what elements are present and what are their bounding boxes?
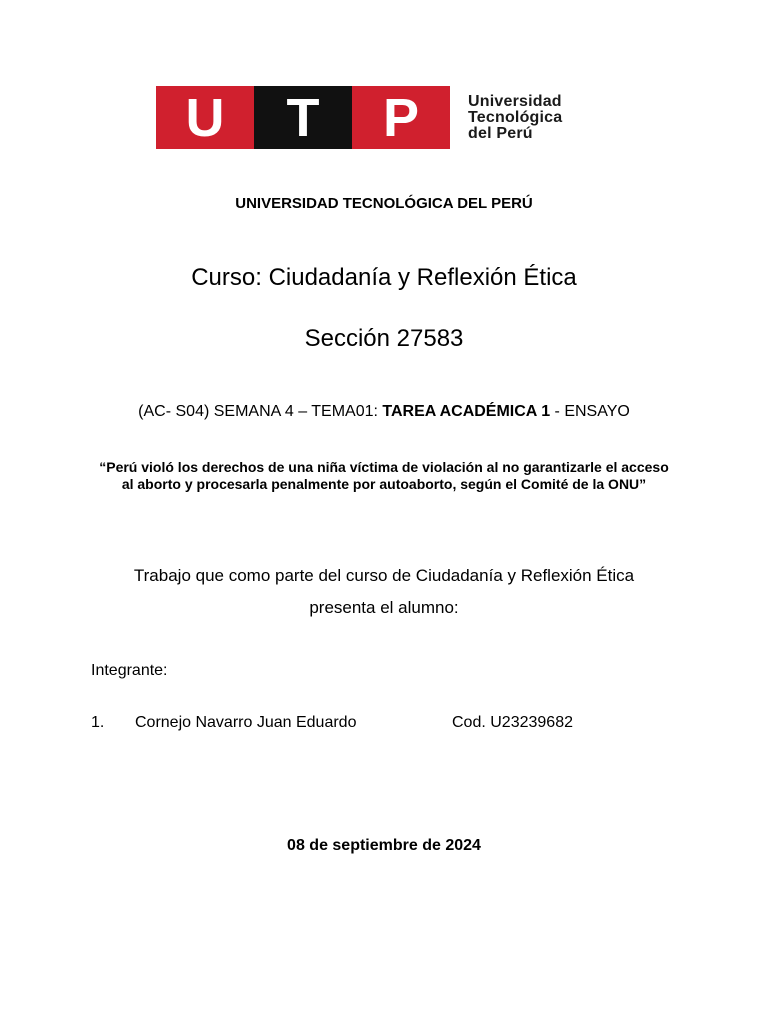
assignment-line — [0, 403, 768, 421]
members-label: Integrante: — [91, 662, 168, 679]
logo-letter-t: T — [254, 86, 352, 149]
member-code: Cod. U23239682 — [452, 714, 573, 731]
presentation-line-2: presenta el alumno: — [309, 598, 459, 617]
course-title: Curso: Ciudadanía y Reflexión Ética — [191, 264, 577, 291]
logo-letter-p: P — [352, 86, 450, 149]
utp-logo — [156, 86, 562, 149]
presentation-line-1: Trabajo que como parte del curso de Ciudadanía y Reflexión Ética — [133, 566, 635, 585]
member-name: Cornejo Navarro Juan Eduardo — [135, 714, 357, 731]
assignment-bold: TAREA ACADÉMICA 1 — [382, 403, 551, 420]
assignment-suffix: - ENSAYO — [550, 403, 630, 420]
logo-line-1: Universidad — [468, 92, 562, 110]
presentation-text — [0, 560, 768, 624]
section-number: Sección 27583 — [304, 325, 464, 352]
submission-date: 08 de septiembre de 2024 — [287, 837, 481, 854]
logo-wordmark — [468, 94, 562, 142]
logo-letter-u: U — [156, 86, 254, 149]
assignment-prefix: (AC- S04) SEMANA 4 – TEMA01: — [138, 403, 383, 420]
logo-line-2: Tecnológica — [468, 108, 563, 126]
essay-title: “Perú violó los derechos de una niña víctima de violación al no garantizarle el acceso al aborto y procesarla penalmente por autoaborto, según el Comité de la ONU” — [99, 459, 669, 492]
logo-line-3: del Perú — [468, 124, 533, 142]
member-number: 1. — [91, 714, 105, 731]
university-heading: UNIVERSIDAD TECNOLÓGICA DEL PERÚ — [235, 195, 533, 212]
